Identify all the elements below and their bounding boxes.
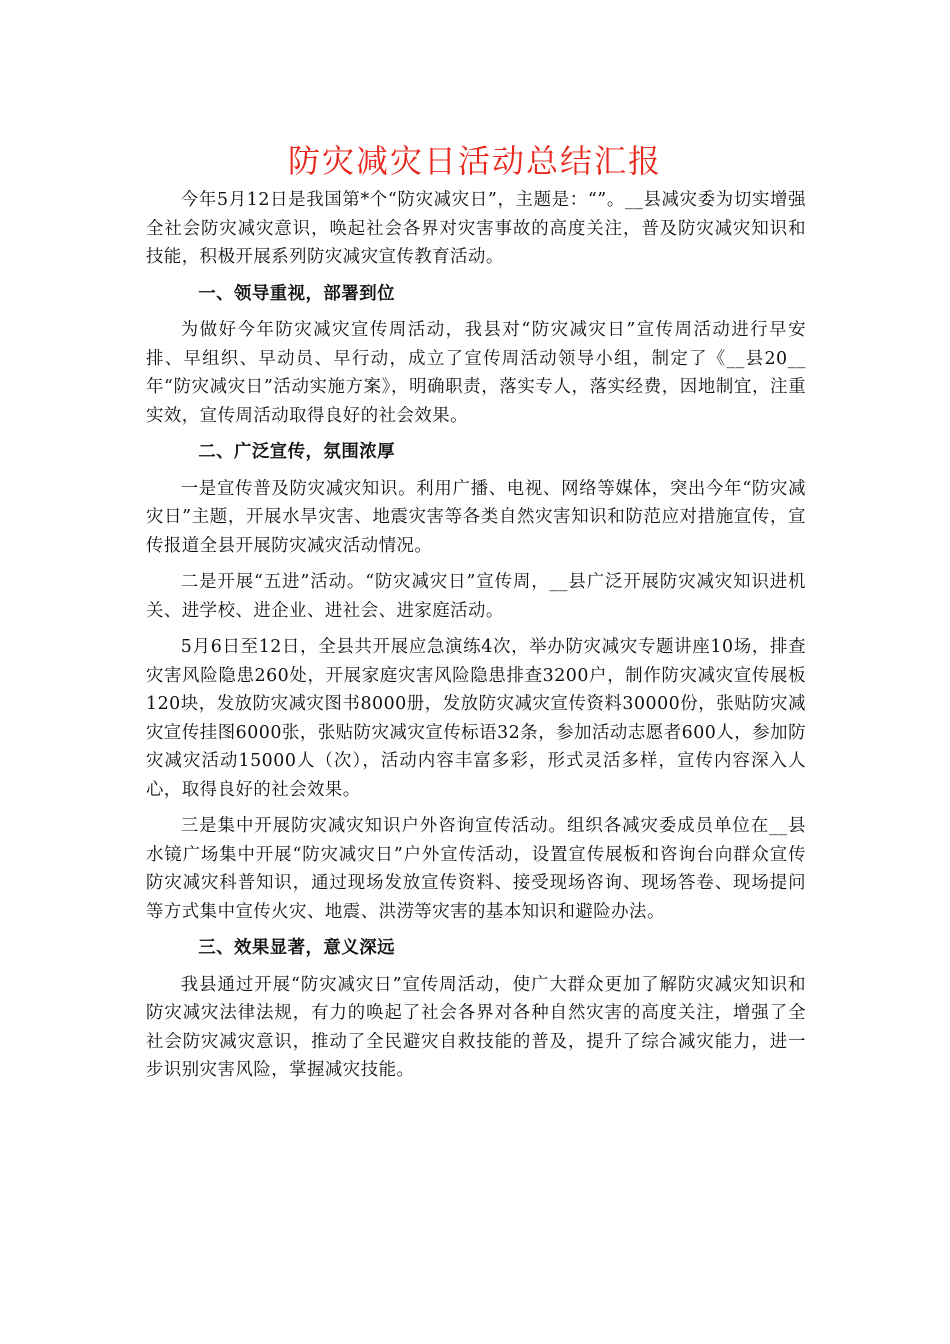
- intro-paragraph: 今年5月12日是我国第*个“防灾减灾日”，主题是：“”。__县减灾委为切实增强全社会防灾减灾意识，唤起社会各界对灾害事故的高度关注，普及防灾减灾知识和技能，积极开展系列防灾减灾宣传教育活动。: [146, 190, 806, 267]
- section-1-paragraph: 为做好今年防灾减灾宣传周活动，我县对“防灾减灾日”宣传周活动进行早安排、早组织、早动员、早行动，成立了宣传周活动领导小组，制定了《__县20__年“防灾减灾日”活动实施方案》，明确职责，落实专人，落实经费，因地制宜，注重实效，宣传周活动取得良好的社会效果。: [146, 320, 806, 426]
- page-title: 防灾减灾日活动总结汇报: [287, 142, 662, 180]
- section-2-paragraph-3: 5月6日至12日，全县共开展应急演练4次，举办防灾减灾专题讲座10场，排查灾害风险隐患260处，开展家庭灾害风险隐患排查3200户，制作防灾减灾宣传展板120块，发放防灾减灾图书8000册，发放防灾减灾宣传资料30000份，张贴防灾减灾宣传挂图6000张，张贴防灾减灾宣传标语32条，参加活动志愿者600人，参加防灾减灾活动15000人（次），活动内容丰富多彩，形式灵活多样，宣传内容深入人心，取得良好的社会效果。: [146, 637, 806, 800]
- section-heading-3: 三、效果显著，意义深远: [198, 938, 395, 958]
- document-body: [146, 186, 806, 1093]
- section-3-paragraph: 我县通过开展“防灾减灾日”宣传周活动，使广大群众更加了解防灾减灾知识和防灾减灾法律法规，有力的唤起了社会各界对各种自然灾害的高度关注，增强了全社会防灾减灾意识，推动了全民避灾自救技能的普及，提升了综合减灾能力，进一步识别灾害风险，掌握减灾技能。: [146, 974, 806, 1080]
- section-2-paragraph-2: 二是开展“五进”活动。“防灾减灾日”宣传周，__县广泛开展防灾减灾知识进机关、进学校、进企业、进社会、进家庭活动。: [146, 572, 806, 621]
- section-2-paragraph-4: 三是集中开展防灾减灾知识户外咨询宣传活动。组织各减灾委成员单位在__县水镜广场集中开展“防灾减灾日”户外宣传活动，设置宣传展板和咨询台向群众宣传防灾减灾科普知识，通过现场发放宣传资料、接受现场咨询、现场答卷、现场提问等方式集中宣传火灾、地震、洪涝等灾害的基本知识和避险办法。: [146, 816, 806, 922]
- section-heading-1: 一、领导重视，部署到位: [198, 283, 395, 304]
- section-2-paragraph-1: 一是宣传普及防灾减灾知识。利用广播、电视、网络等媒体，突出今年“防灾减灾日”主题，开展水旱灾害、地震灾害等各类自然灾害知识和防范应对措施宣传，宣传报道全县开展防灾减灾活动情况。: [146, 478, 806, 556]
- section-heading-2: 二、广泛宣传，氛围浓厚: [198, 442, 395, 462]
